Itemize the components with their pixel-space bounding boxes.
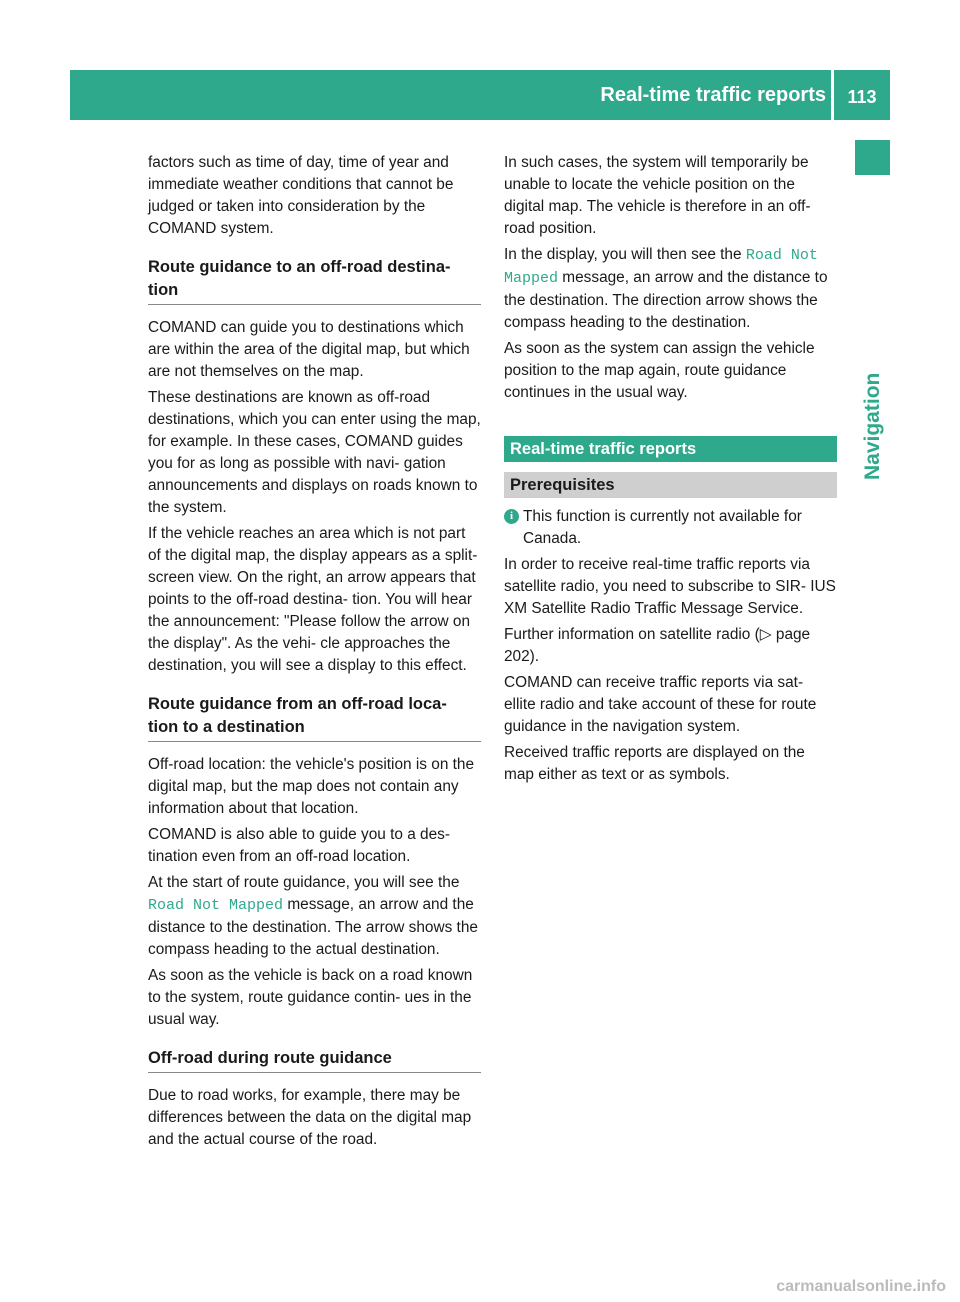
paragraph: In order to receive real-time traffic reports via satellite radio, you need to subscribe to SIR- IUS XM Satellite Radio Traffic Message Service. <box>504 556 836 617</box>
paragraph: These destinations are known as off-road destinations, which you can enter using the map, for example. In these cases, COMAND guides you for as long as possible with navi- gation announcements and displays on roads known to the system. <box>148 389 481 516</box>
info-icon: i <box>504 509 519 524</box>
paragraph <box>148 872 481 961</box>
paragraph: Off-road location: the vehicle's position is on the digital map, but the map does not contain any information about that location. <box>148 756 475 817</box>
heading-from-offroad: Route guidance from an off-road loca- tion to a destination <box>148 693 481 742</box>
paragraph: COMAND is also able to guide you to a des- tination even from an off-road location. <box>148 826 450 865</box>
paragraph-text: message, an arrow and the distance to the destination. The direction arrow shows the compass heading to the destination. <box>504 269 828 331</box>
paragraph: As soon as the vehicle is back on a road known to the system, route guidance contin- ues in the usual way. <box>148 967 473 1028</box>
section-heading-bar: Real-time traffic reports <box>504 436 837 462</box>
paragraph: As soon as the system can assign the vehicle position to the map again, route guidance continues in the usual way. <box>504 340 815 401</box>
paragraph: Further information on satellite radio (▷ page 202). <box>504 626 811 665</box>
paragraph: Received traffic reports are displayed on the map either as text or as symbols. <box>504 744 805 783</box>
paragraph: In such cases, the system will temporarily be unable to locate the vehicle position on the digital map. The vehicle is therefore in an off- road position. <box>504 154 811 237</box>
info-note <box>504 506 837 550</box>
chapter-tab-marker <box>855 140 890 175</box>
paragraph: factors such as time of day, time of year and immediate weather conditions that cannot be judged or taken into consideration by the COMAND system. <box>148 154 454 237</box>
subsection-heading-bar: Prerequisites <box>504 472 837 498</box>
page-number: 113 <box>847 87 877 107</box>
paragraph: If the vehicle reaches an area which is not part of the digital map, the display appears as a split-screen view. On the right, an arrow appears that points to the off-road destina- tion. You will hear the announcement: "Please follow the arrow on the display". As the vehi- cle approaches the destination, you will see a display to this effect. <box>148 525 478 674</box>
paragraph: Due to road works, for example, there may be differences between the data on the digital map and the actual course of the road. <box>148 1087 472 1148</box>
left-column <box>148 152 481 1155</box>
watermark: carmanualsonline.info <box>776 1278 946 1295</box>
right-column <box>504 152 837 790</box>
display-message-code: Road Not Mapped <box>504 247 818 287</box>
paragraph-text: In the display, you will then see the <box>504 246 742 263</box>
paragraph-text: message, an arrow and the distance to the destination. The arrow shows the compass heading to the actual destination. <box>148 896 478 958</box>
display-message-code: Road Not Mapped <box>148 897 284 914</box>
paragraph: COMAND can receive traffic reports via sat- ellite radio and take account of these for route guidance in the navigation system. <box>504 674 817 735</box>
heading-during-guidance: Off-road during route guidance <box>148 1047 481 1073</box>
info-text: This function is currently not available for Canada. <box>523 508 802 547</box>
paragraph: COMAND can guide you to destinations which are within the area of the digital map, but which are not themselves on the map. <box>148 319 470 380</box>
page-title: Real-time traffic reports <box>600 84 826 106</box>
chapter-tab-label: Navigation <box>861 372 884 480</box>
paragraph <box>504 244 837 334</box>
paragraph-text: At the start of route guidance, you will see the <box>148 874 460 891</box>
heading-offroad-destination: Route guidance to an off-road destina- tion <box>148 256 481 305</box>
